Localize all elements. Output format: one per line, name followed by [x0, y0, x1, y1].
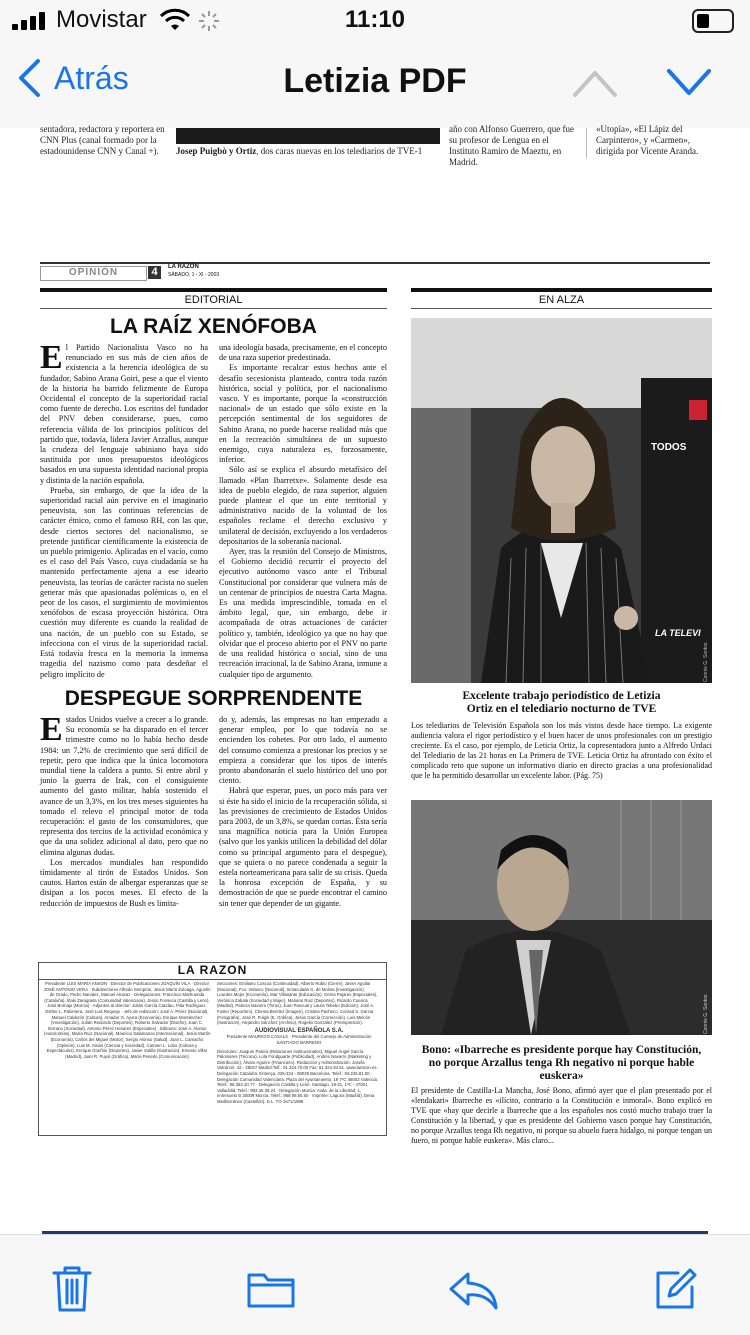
page-title: Letizia PDF	[283, 62, 467, 100]
bono-photo	[411, 800, 712, 1035]
previous-result-button[interactable]	[572, 68, 618, 98]
masthead-presidents: Presidente MAURICIO CASALS · Presidente del Consejo de Administración SANTIAGO BARRENO	[226, 1034, 372, 1045]
bono-caption	[411, 1044, 712, 1146]
caption-headline: Bono: «Ibarreche es presidente porque hay Constitución, no porque Arzallus tenga Rh negativo ni porque hable euskera»	[421, 1044, 702, 1082]
bottom-toolbar	[0, 1234, 750, 1335]
photo-sign-text-2: LA TELEVI	[655, 628, 701, 638]
paragraph: Es importante recalcar estos hechos ante el desafío secesionista planteado, contra toda razón histórica, social y política, por el nacionalismo vasco. Y es importante, porque la «construcción nacional» de un estado que sólo existe en la percepción sentimental de los seguidores de Sabino Arana, no puede hacerse realidad más que en la recreación simultánea de un supuesto enemigo, cuya naturaleza es, forzosamente, inferior.	[219, 363, 387, 465]
previous-page-fragment	[0, 124, 750, 167]
carrier-name: Movistar	[56, 6, 147, 33]
paragraph: Los mercados mundiales han respondido tímidamente al tirón de Estados Unidos. Son cautos. Hartos están de albergar esperanzas que se disipan a los pocos meses. El efecto de la reducción de impuestos de Bush es limita-	[40, 857, 208, 908]
second-editorial-headline: DESPEGUE SORPRENDENTE	[64, 687, 363, 710]
fragment-caption-bold: Josep Puigbò y Ortiz	[176, 146, 257, 156]
paper-name: LA RAZÓN	[168, 264, 199, 270]
masthead-directors: Directores: Joaquín Parera (Relaciones Institucionales), Miguel Ángel García Palomares (Técnica), Lola Fondguarte (Publicidad), Andrés Navarro (Marketing y Distribución), Álvaro Aguirre (Financiero). Redacción y Administración: Josefa Valcárcel, 42 - 28027 Madrid.Telf.: 91.324.70.00 Fax: 91.324.94.51. www.larazon.es · Delegación Cataluña: Entença, 325-334 - 08029 Barcelona. Telef.: 93.226.81.00 · Delegación Comunidad Valenciana: Plaza del Ayuntamiento, 19 7ºC 46002 Valencia. Telef.: 96.353.40.77 · Delegación Castilla y León: Santiago, 19-21, 1ºC - 47001 Valladolid. Telef.: 983.35.38.24 · Delegación Murcia: Avda. de la Libertad, 1, entresuelo B 30009 Murcia. Telef.: 968.98.65.60 · Imprime: Laguna (Madrid), Dena Mediterráneo (Castellón). D.L. TO-1671/1998	[217, 1048, 380, 1104]
masthead-title: LA RAZON	[177, 963, 248, 977]
fragment-text-right: «Utopía», «El Lápiz del Carpintero», y «Carmen», dirigida por Vicente Aranda.	[596, 124, 699, 156]
drop-cap: E	[40, 339, 63, 376]
paragraph: Estados Unidos vuelve a crecer a lo grande. Su economía se ha disparado en el tercer trimestre como no lo había hecho desde 1984: un 7,2% de crecimiento que será difícil de repetir, pero que indica que la única locomotora mundial tiene la caldera a punto. Si entre abril y junio la guerra de Irak, con el consiguiente aumento del gasto militar, había sostenido el avance de un 3,3%, en los tres meses siguientes ha tomado el relevo el principal motor de toda recuperación: el gasto de los consumidores, que representa dos tercios de la actividad económica y que da una solidez adicional al dato, pero que no elimina algunas dudas.	[40, 711, 208, 857]
compose-icon[interactable]	[654, 1267, 698, 1311]
fragment-caption-rest: , dos caras nuevas en los telediarios de TVE-1	[256, 146, 423, 156]
fragment-caption	[176, 146, 441, 157]
editorial-col-1	[40, 339, 208, 679]
masthead-staff-left: Presidente LUIS MARÍA ANSON · Director de Publicaciones JOAQUÍN VILA · Director JOSÉ ANTONIO VERA · Subdirectores Alfredo Semprún, Jesús María Zuloaga, Agustín de Grado, Pedro Narváez, Manuel Alcaraz · Delegaciones: Francisco Marhuenda (Cataluña), Iñaki Zaragüeta (Comunidad Valenciana), Jesús Fonseca (Castilla y León), José Bornajo (Murcia) · Adjuntos al director: Julián García Candau, Pilar Rodríguez, Esther L. Palomera, José Luis Requejo · Jefe de redacción: José A. Pérez (Nacional), Manuel Calderón (Cultura), Amador G. Ayora (Economía), Enrique Montánchez (Investigación), Julián Redondo (Deportes), Roberto Salvador (Diseño), Juan C. Serrano (Sociedad), Antonio Pérez Henares (Especiales) · Editores: José A. Alonso (Autonomías), María Ruiz (Nacional), Mauricio Salamanca (Internacional), Jesús Martín (Economía), Carlos del Miguel (Motor), Sergio Alonso (Salud), Juan L. Camacho (Opinión), Luis M. Alsius (Ciencia y Sociedad), Carmen L. Lobo (Cultura y Espectáculos), Enrique Güeñón (Deportes), Javier Sotilla (Ilustración), Ernesto Villar (Madrid), Juan R. Puyol (Gráfica), María Penedo (Comunicación)	[43, 981, 211, 1059]
caption-body: Los telediarios de Televisión Española son los más vistos desde hace tiempo. La exigente audiencia valora el rigor periodístico y el buen hacer de unos profesionales con un prestigio creciente. Es el caso, por ejemplo, de Leticia Ortiz, la copresentadora junto a Alfredo Urdaci del Telediario de las 21 horas en La Primera de TVE. Leticia Ortiz ha afrontado con éxito el complicado reto que supone un informativo diario en directo gracias a una profesionalidad que le ha permitido desarrollar un excelente labor. (Pág. 75)	[411, 721, 712, 780]
pdf-page[interactable]	[0, 124, 750, 1234]
photo-credit: Connie G. Santos	[703, 994, 709, 1034]
paragraph: Habrá que esperar, pues, un poco más para ver si éste ha sido el inicio de la recuperación sólida, si las previsiones de crecimiento de Estados Unidos para 2003, de un 3,8%, se quedan cortas. Ésta sería una magnífica noticia para la Unión Europea (salvo que los yankis utilicen la debilidad del dólar como su principal argumento para el despegue), que se quiera o no parece condenada a seguir la estela norteamericana para salir de su crisis. Queda la honrosa excepción de España, y su demostración de que se puede encontrar el camino sin tener que depender de un gigante.	[219, 786, 387, 908]
reply-icon[interactable]	[448, 1271, 500, 1311]
editorial-col-2	[219, 343, 387, 679]
issue-date: SÁBADO, 1 - XI - 2003	[168, 272, 220, 278]
editorial-headline: LA RAÍZ XENÓFOBA	[110, 315, 317, 338]
bono-photo-illustration	[411, 800, 712, 1035]
status-bar	[0, 0, 750, 40]
paragraph: do y, además, las empresas no han empezado a generar empleo, por lo que todavía no se encienden los cohetes. Por otro lado, el aumento del consumo comienza a presionar los precios y se empieza a considerar que los tipos de interés pronto abandonarán el suelo histórico del uno por ciento.	[219, 715, 387, 786]
folder-icon[interactable]	[246, 1269, 296, 1309]
letizia-photo-illustration	[411, 318, 712, 683]
page-number: 4	[148, 266, 161, 279]
letizia-caption	[411, 690, 712, 781]
section-label: OPINIÓN	[40, 266, 147, 281]
masthead-sections: Secciones: Emiliano Coscoa (Continuidad), Alberto Rubio (Cierre), Javier Aguilar (Nacional), Fco. Velasco (Nacional), Inmaculada G. de Molina (Investigación), Lourdes Mojer (Economía), Mar Villasante (Educación), Gema Pajares (Especiales), Verónica Zabala (Sociedad y Mujer), Mariano Ruiz (Deportes), Ricardo Cuenca (Madrid), Patricia Navarro (Toros), Juan Pascual y Laura Tebebo (Edición), José A. Foster (Reportero), Chema Benítez (Imagen), Cristina Pacheco, Conrad S. Garcia (Fotografía), José R. Fulgin (E. Gráfica), Jesús García (Corrección), Luis Melcón (Ilustración), Alejandro Sánchez (Archivo), Rogelio González (Preimpresión).	[217, 981, 378, 1026]
second-editorial-col-1	[40, 711, 208, 919]
en-alza-column	[411, 288, 712, 309]
photo-sign-text: TODOS	[651, 442, 687, 453]
second-editorial-body	[40, 711, 387, 919]
next-result-button[interactable]	[666, 68, 712, 98]
page-header	[40, 262, 710, 280]
editorial-body	[40, 339, 387, 679]
fragment-photo	[176, 128, 440, 144]
clock: 11:10	[344, 6, 406, 33]
fragment-text-mid: año con Alfonso Guerrero, que fue su profesor de Lengua en el Instituto Ramiro de Maeztu, en Madrid.	[449, 124, 574, 167]
masthead-company: AUDIOVISUAL ESPAÑOLA S.A.	[254, 1027, 344, 1034]
trash-icon[interactable]	[52, 1265, 92, 1313]
paragraph: Ayer, tras la reunión del Consejo de Ministros, el Gobierno decidió recurrir el proyecto del ejecutivo autónomo vasco ante el Tribunal Constitucional por considerar que vulnera más de un centenar de principios de nuestra Carta Magna. Es una medida imprescindible, tomada en el ámbito legal, que, sin embargo, debe ir acompañada de otras actuaciones de carácter político y, también, ideológico ya que no hay que olvidar que el proceso abierto por el PNV no parte de una realidad histórica o social, sino de una recreación irracional, la de Sabino Arana, inmune a cualquier tipo de argumento.	[219, 547, 387, 679]
battery-icon	[692, 9, 734, 33]
masthead-staff-right	[217, 981, 381, 1104]
back-label: Atrás	[54, 59, 129, 96]
photo-credit: Connie G. Santos	[703, 642, 709, 682]
letizia-photo	[411, 318, 712, 683]
editorial-label: EDITORIAL	[40, 288, 387, 309]
navigation-bar	[0, 40, 750, 129]
second-editorial-col-2	[219, 715, 387, 919]
paragraph: Sólo así se explica el absurdo metafísico del llamado «Plan Ibarretxe». Solamente desde esa idea de pueblo elegido, de raza superior, alguien puede plantear el que un ente territorial y administrativo nacido de la voluntad de los españoles reclame el derecho exclusivo y unilateral de decisión, excluyendo a los verdaderos depositarios de la soberanía nacional.	[219, 465, 387, 546]
en-alza-label: EN ALZA	[411, 288, 712, 309]
paragraph: El Partido Nacionalista Vasco no ha renunciado en sus más de cien años de existencia a la herencia ideológica de su fundador, Sabino Arana Goiri, pese a que el viento de la historia ha barrido felizmente de Europa Occidental el concepto de la superioridad racial como fuente de derecho. Los escritos del fundador del PNV deben considerarse, pues, como referencia válida de los principios políticos del partido que, todavía, lidera Javier Arzallus, aunque la crudeza del lenguaje sabiniano haya sido sustituida por unos presupuestos ideológicos basados en una supuesta identidad nacional propia y distinta de la nación española.	[40, 339, 208, 485]
editorial-column	[40, 288, 387, 919]
paragraph: una ideología basada, precisamente, en el concepto de una raza superior predestinada.	[219, 343, 387, 363]
caption-body: El presidente de Castilla-La Mancha, José Bono, afirmó ayer que el plan presentado por el «lendakari» Ibarreche es «ilícito, contrario a la Constitución e inmoral». Bono explicó en TVE que «hay que decirle a Ibarreche que a los españoles nos costó mucho trabajo traer la Constitución y la libertad, y que es presidente del Gobierno vasco porque hay Constitución, no porque Arzallus tenga Rh negativo, ni porque su abuelo fuera hidalgo, ni porque tengan un fuero, ni porque hable euskera». Más claro...	[411, 1086, 712, 1145]
caption-headline: Excelente trabajo periodístico de Letizia Ortiz en el telediario nocturno de TVE	[462, 690, 661, 715]
paragraph: Prueba, sin embargo, de que la idea de la superioridad racial aún pervive en el imaginario peneuvista, son las continuas referencias de carácter étnico, como el famoso RH, con las que, desde ciertos sectores del nacionalismo, se pretende justificar científicamente la existencia de un pueblo primigenio. Aplicadas en el vacío, como es el caso del País Vasco, cuya ciudadanía se ha mantenido perfectamente ajena a ese ideario peneuvista, las teorías de carácter racista no suelen generar más que apasionadas polémicas o, en el peor de los casos, el surgimiento de movimientos xenófobos de escasa proyección histórica. Otra cuestión muy diferente es cuando la realidad de una nación, de un pueblo con su Estado, se infecciona con el virus de la superioridad racial. Está todavía fresca en la memoria la inmensa tragedia del nazismo como para desdeñar el peligro implícito de	[40, 485, 208, 679]
drop-cap: E	[40, 711, 63, 748]
fragment-text-left: sentadora, redactora y reportera en CNN Plus (canal formado por la estadounidense CNN y Canal +).	[40, 124, 165, 156]
masthead-box	[38, 962, 387, 1136]
